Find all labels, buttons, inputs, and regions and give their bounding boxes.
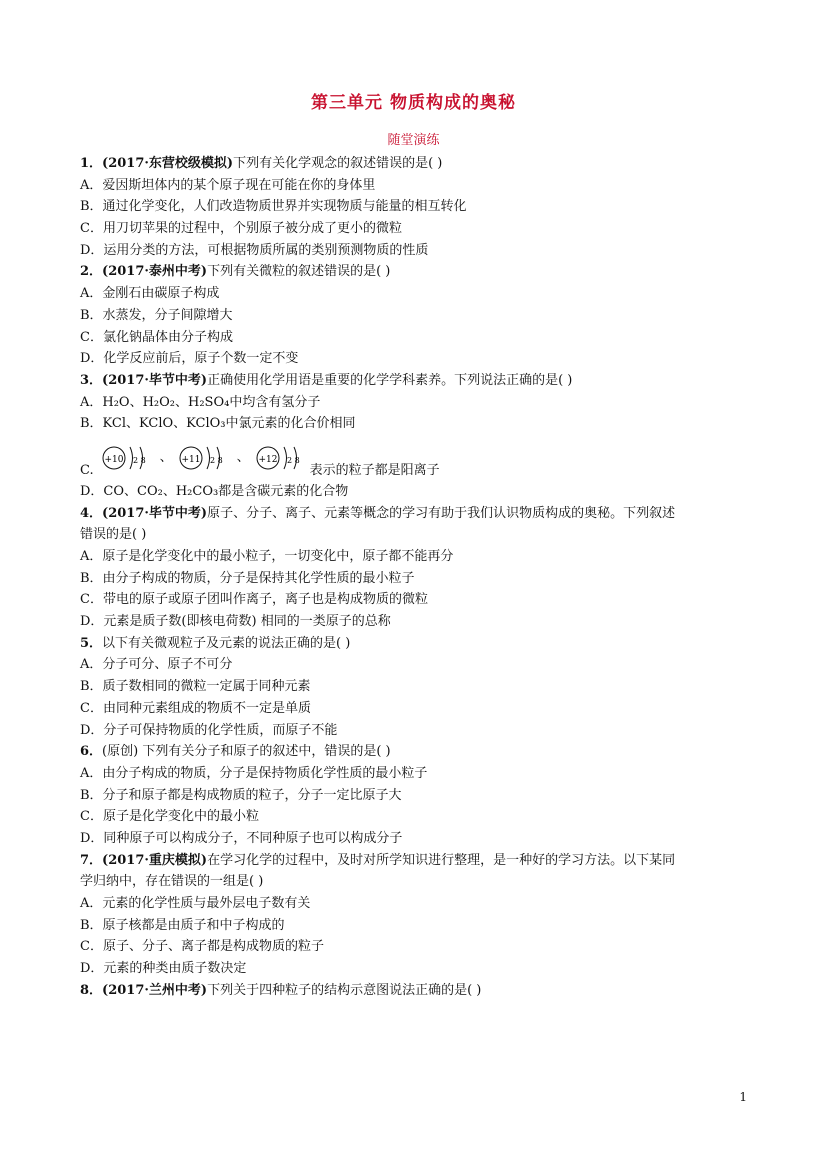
question-2-stem <box>80 261 760 283</box>
electron-shells: 2 8 <box>132 455 146 465</box>
nucleus-charge: +11 <box>181 454 201 465</box>
option-d: D．CO、CO₂、H₂CO₃都是含碳元素的化合物 <box>80 483 349 499</box>
atom-structure-diagram <box>177 443 233 473</box>
option-c: C．原子是化学变化中的最小粒 <box>80 809 259 825</box>
option-d: D．同种原子可以构成分子，不同种原子也可以构成分子 <box>80 830 403 846</box>
question-number: 6． <box>80 744 103 760</box>
question-4-stem <box>80 503 760 525</box>
atom-structure-diagram <box>100 443 156 473</box>
question-number: 2． <box>80 264 103 280</box>
question-list <box>80 153 760 1001</box>
question-text: 原子、分子、离子、元素等概念的学习有助于我们认识物质构成的奥秘。下列叙述 <box>207 505 676 521</box>
option-b: B．质子数相同的微粒一定属于同种元素 <box>80 679 311 695</box>
question-5-stem <box>80 633 760 655</box>
option-b: B．分子和原子都是构成物质的粒子，分子一定比原子大 <box>80 787 402 803</box>
question-7-stem-cont: 学归纳中，存在错误的一组是( ) <box>80 874 264 890</box>
question-number: 7． <box>80 852 103 868</box>
option-c: C．用刀切苹果的过程中，个别原子被分成了更小的微粒 <box>80 221 402 237</box>
nucleus-charge: +10 <box>104 454 124 465</box>
nucleus-charge: +12 <box>258 454 278 465</box>
question-number: 3． <box>80 372 103 388</box>
question-text: 下列关于四种粒子的结构示意图说法正确的是( ) <box>207 982 482 998</box>
question-text: (原创) 下列有关分子和原子的叙述中，错误的是( ) <box>102 744 391 760</box>
option-label: C. <box>80 462 94 478</box>
option-c: C．氯化钠晶体由分子构成 <box>80 329 233 345</box>
electron-shells: 2 8 <box>286 455 300 465</box>
question-6-stem <box>80 741 760 763</box>
option-b: B．由分子构成的物质，分子是保持其化学性质的最小粒子 <box>80 570 415 586</box>
electron-shells: 2 8 <box>209 455 223 465</box>
question-text: 正确使用化学用语是重要的化学学科素养。下列说法正确的是( ) <box>207 372 573 388</box>
question-source: (2017·泰州中考) <box>102 264 208 280</box>
option-b: B．水蒸发，分子间隙增大 <box>80 307 233 323</box>
question-8-stem <box>80 980 760 1002</box>
option-b: B．通过化学变化，人们改造物质世界并实现物质与能量的相互转化 <box>80 199 467 215</box>
question-text: 下列有关化学观念的叙述错误的是( ) <box>233 156 443 171</box>
question-text: 下列有关微粒的叙述错误的是( ) <box>207 264 391 280</box>
question-4-stem-cont: 错误的是( ) <box>80 527 147 543</box>
question-source: (2017·毕节中考) <box>102 372 208 388</box>
option-a: A．由分子构成的物质，分子是保持物质化学性质的最小粒子 <box>80 765 428 781</box>
question-text: 在学习化学的过程中，及时对所学知识进行整理，是一种好的学习方法。以下某同 <box>207 852 676 868</box>
section-subtitle: 随堂演练 <box>387 133 440 148</box>
question-source: (2017·重庆模拟) <box>102 852 208 868</box>
option-a: A．元素的化学性质与最外层电子数有关 <box>80 896 311 911</box>
question-source: (2017·兰州中考) <box>102 982 208 998</box>
page-number: 1 <box>739 1090 747 1104</box>
separator: 、 <box>159 449 173 465</box>
option-c: C．带电的原子或原子团叫作离子，离子也是构成物质的微粒 <box>80 592 428 608</box>
option-text: 表示的粒子都是阳离子 <box>309 462 440 478</box>
question-source: (2017·毕节中考) <box>102 505 208 521</box>
question-number: 4． <box>80 505 103 521</box>
atom-structure-diagram <box>254 443 310 473</box>
option-d: D．元素的种类由质子数决定 <box>80 961 247 977</box>
question-3-stem <box>80 370 760 392</box>
option-a: A．爱因斯坦体内的某个原子现在可能在你的身体里 <box>80 177 376 193</box>
option-b: B．原子核都是由质子和中子构成的 <box>80 917 285 933</box>
question-7-stem <box>80 850 760 872</box>
option-b: B．KCl、KClO、KClO₃中氯元素的化合价相同 <box>80 416 356 432</box>
option-a: A．原子是化学变化中的最小粒子，一切变化中，原子都不能再分 <box>80 549 454 564</box>
option-c: C．由同种元素组成的物质不一定是单质 <box>80 700 311 716</box>
question-number: 1． <box>80 156 103 171</box>
option-d: D．元素是质子数(即核电荷数) 相同的一类原子的总称 <box>80 614 391 630</box>
separator: 、 <box>236 449 250 465</box>
option-a: A．金刚石由碳原子构成 <box>80 286 220 302</box>
option-c <box>80 435 760 481</box>
option-a: A．H₂O、H₂O₂、H₂SO₄中均含有氢分子 <box>80 394 321 410</box>
option-d: D．分子可保持物质的化学性质，而原子不能 <box>80 722 338 738</box>
question-number: 8． <box>80 982 103 998</box>
question-1-stem <box>80 153 760 175</box>
page-title: 第三单元 物质构成的奥秘 <box>311 93 516 113</box>
question-source: (2017·东营校级模拟) <box>102 156 234 171</box>
option-d: D．运用分类的方法，可根据物质所属的类别预测物质的性质 <box>80 242 429 258</box>
option-c: C．原子、分子、离子都是构成物质的粒子 <box>80 939 324 955</box>
atom-diagrams <box>100 435 310 481</box>
option-a: A．分子可分、原子不可分 <box>80 657 233 673</box>
question-number: 5． <box>80 635 103 651</box>
option-d: D．化学反应前后，原子个数一定不变 <box>80 351 299 367</box>
question-text: 以下有关微观粒子及元素的说法正确的是( ) <box>102 635 351 651</box>
